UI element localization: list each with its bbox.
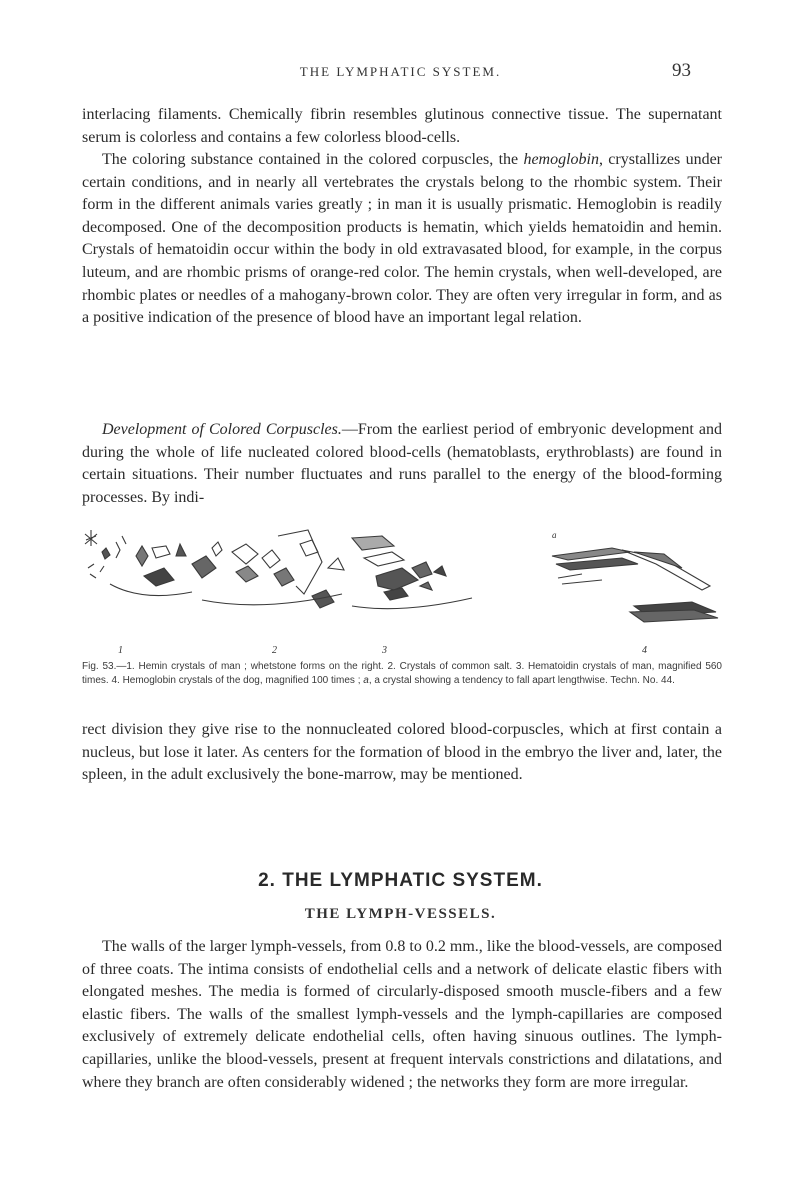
salt-crystal	[262, 550, 280, 568]
caption-text: Fig. 53.—1. Hemin crystals of man ; whetstone forms on the right. 2. Crystals of common salt. 3. Hematoidin crystals of man, magnified 560 times. 4. Hemoglobin crystals of the dog, magnified 100 times ;	[82, 661, 722, 686]
subheading-development: Development of Colored Corpuscles.	[102, 421, 342, 438]
hemin-crystal	[88, 564, 104, 578]
hematoidin-crystals-group	[352, 536, 472, 609]
hemin-crystals-group	[85, 530, 222, 596]
salt-crystal	[236, 566, 258, 582]
hemoglobin-crystals-group	[552, 548, 718, 622]
crystal-illustrations	[82, 528, 722, 648]
paragraph-hemoglobin	[82, 149, 722, 330]
paragraph-development	[82, 419, 722, 509]
running-head: THE LYMPHATIC SYSTEM.	[299, 64, 502, 79]
figure-label-1: 1	[118, 645, 123, 656]
section-title: 2. THE LYMPHATIC SYSTEM.	[258, 870, 543, 891]
hemoglobin-crystal	[558, 574, 602, 584]
hematoidin-crystal	[420, 582, 432, 590]
caption-italic-a: a	[363, 674, 369, 686]
hemin-crystal	[152, 546, 170, 558]
hemin-crystal	[192, 556, 216, 578]
hematoidin-crystal	[412, 562, 432, 578]
subsection-title: THE LYMPH-VESSELS.	[304, 906, 497, 922]
salt-crystal	[274, 568, 294, 586]
caption-text: , a crystal showing a tendency to fall apart lengthwise. Techn. No. 44.	[368, 674, 675, 686]
text-run: , crystallizes under certain conditions, and in nearly all vertebrates the crystals belong to the rhombic system. Their form in the different animals varies greatly ; in man it is usually prismatic. Hemoglobin is readily decomposed. One of the decomposition products is hematin, which yields hematoidin and hemin. Crystals of hematoidin occur within the body in old extravasated blood, for example, in the corpus luteum, and are rhombic prisms of orange-red color. The hemin crystals, when well-developed, are rhombic plates or needles of a mahogany-brown color. They are often very irregular in form, and as a positive indication of the presence of blood have an important legal relation.	[82, 151, 723, 327]
hemin-crystal	[110, 584, 192, 596]
figure-53	[82, 528, 722, 658]
paragraph-fibrin: interlacing filaments. Chemically fibrin resembles glutinous connective tissue. The supernatant serum is colorless and contains a few colorless blood-cells.	[82, 106, 722, 146]
page-number: 93	[672, 60, 691, 81]
paragraph-lymph-vessels: The walls of the larger lymph-vessels, from 0.8 to 0.2 mm., like the blood-vessels, are composed of three coats. The intima consists of endothelial cells and a network of delicate elastic fibers with elongated meshes. The media is formed of circularly-disposed smooth muscle-fibers and a few elastic fibers. The walls of the smallest lymph-vessels and the lymph-capillaries are composed exclusively of extremely delicate endothelial cells, often having sinuous outlines. The lymph-capillaries, unlike the blood-vessels, present at frequent intervals constrictions and dilatations, and where they branch are often considerably widened ; the networks they form are more irregular.	[82, 938, 722, 1091]
figure-label-3: 3	[382, 645, 387, 656]
salt-crystal	[232, 544, 258, 564]
hemin-crystal	[102, 548, 110, 559]
hematoidin-crystal	[376, 568, 418, 590]
text-run: The coloring substance contained in the colored corpuscles, the	[102, 151, 524, 168]
figure-label-4: 4	[642, 645, 647, 656]
hemin-crystal	[116, 536, 126, 558]
hematoidin-crystal	[352, 536, 394, 550]
crystal-label-a: a	[552, 530, 557, 540]
paragraph-indirect-division: rect division they give rise to the nonnucleated colored blood-corpuscles, which at first contain a nucleus, but lose it later. As centers for the formation of blood in the embryo the liver and, later, the spleen, in the adult exclusively the bone-marrow, may be mentioned.	[82, 721, 722, 784]
term-hemoglobin: hemoglobin	[523, 151, 599, 168]
hematoidin-crystal	[384, 588, 408, 600]
hematoidin-crystal	[352, 598, 472, 609]
hemin-crystal	[212, 542, 222, 556]
hemin-crystal	[85, 530, 97, 546]
salt-crystal	[328, 558, 344, 570]
hemin-crystal	[144, 568, 174, 586]
figure-caption	[82, 660, 722, 687]
page-header	[0, 60, 801, 88]
text-run: —From the earliest period of embryonic development and during the whole of life nucleated colored blood-cells (hematoblasts, erythroblasts) are found in certain situations. Their number fluctuates and runs parallel to the energy of the blood-forming processes. By indi-	[82, 421, 723, 506]
hematoidin-crystal	[434, 566, 446, 576]
salt-crystals-group	[202, 530, 344, 608]
hematoidin-crystal	[364, 552, 404, 566]
hemin-crystal	[136, 546, 148, 566]
hemin-crystal	[176, 544, 186, 556]
figure-label-2: 2	[272, 645, 277, 656]
